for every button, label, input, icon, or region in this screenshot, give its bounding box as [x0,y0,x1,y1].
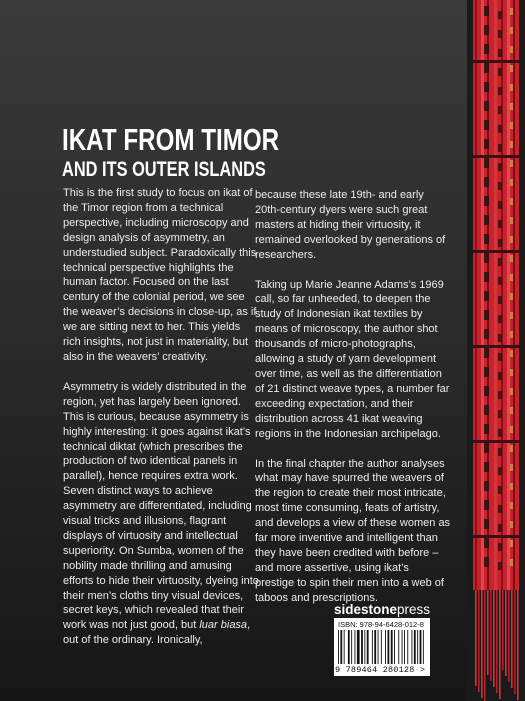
publisher-logo-regular: press [397,602,431,617]
barcode-box [334,618,430,676]
left-paragraph-2-italic: luar biasa [199,619,248,632]
barcode-number: 9 789464 280128 > [335,665,426,675]
book-title-line1: IKAT FROM TIMOR [62,122,280,157]
right-paragraph-1: because these late 19th- and early 20th-century dyers were such great masters at hiding their virtuosity, it remained overlooked by generations of researchers. [255,189,446,261]
book-title-line2: AND ITS OUTER ISLANDS [62,158,266,181]
left-paragraph-2-main: Asymmetry is widely distributed in the region, yet has largely been ignored. This is curious, because asymmetry is highly interesting: it goes against ikat’s technical diktat (which prescribes the production of two identical panels in parallel), hence requires extra work. Seven distinct ways to achieve asymmetry are differentiated, including visual tricks and illusions, flagrant displays of virtuosity and intellectual superiority. On Sumba, women of the nobility made thrilling and amusing efforts to hide their virtuosity, dyeing into their men’s cloths tiny visual devices, secret keys, which revealed that their work was not just good, but [63,380,259,632]
right-paragraph-3: In the final chapter the author analyses what may have spurred the weavers of the region to create their most intricate, most time consuming, feats of artistry, and develops a view of these women as far more inventive and intelligent than they have been credited with before – and more assertive, using ikat’s prestige to spin their men into a web of taboos and prescriptions. [255,457,451,604]
publisher-logo [334,602,430,617]
left-paragraph-2 [63,380,259,648]
left-paragraph-1: This is the first study to focus on ikat of the Timor region from a technical perspective, including microscopy and design analysis of asymmetry, an understudied subject. Paradoxically this technical perspective highlights the human factor. Focused on the last century of the colonial period, we see the weaver’s decisions in close-up, as if we are sitting next to her. This yields rich insights, not just in materiality, but also in the weavers’ creativity. [63,187,257,363]
left-paragraph-2-end: , out of the ordinary. Ironically, [63,619,251,647]
ikat-textile-image [467,0,525,701]
right-column [255,188,451,621]
publisher-logo-bold: sidestone [334,602,398,617]
book-title [62,124,279,180]
isbn-label: ISBN: 978-94-6428-012-8 [338,620,424,629]
barcode-icon [337,630,427,665]
right-paragraph-2: Taking up Marie Jeanne Adams’s 1969 call, so far unheeded, to deepen the study of Indonesian ikat textiles by means of microscopy, the author shot thousands of micro-photographs, allowing a study of yarn development over time, as well as the differentiation of 21 distinct weave types, a number far exceeding expectation, and their distribution across 41 ikat weaving regions in the Indonesian archipelago. [255,278,450,440]
left-column [63,186,259,663]
